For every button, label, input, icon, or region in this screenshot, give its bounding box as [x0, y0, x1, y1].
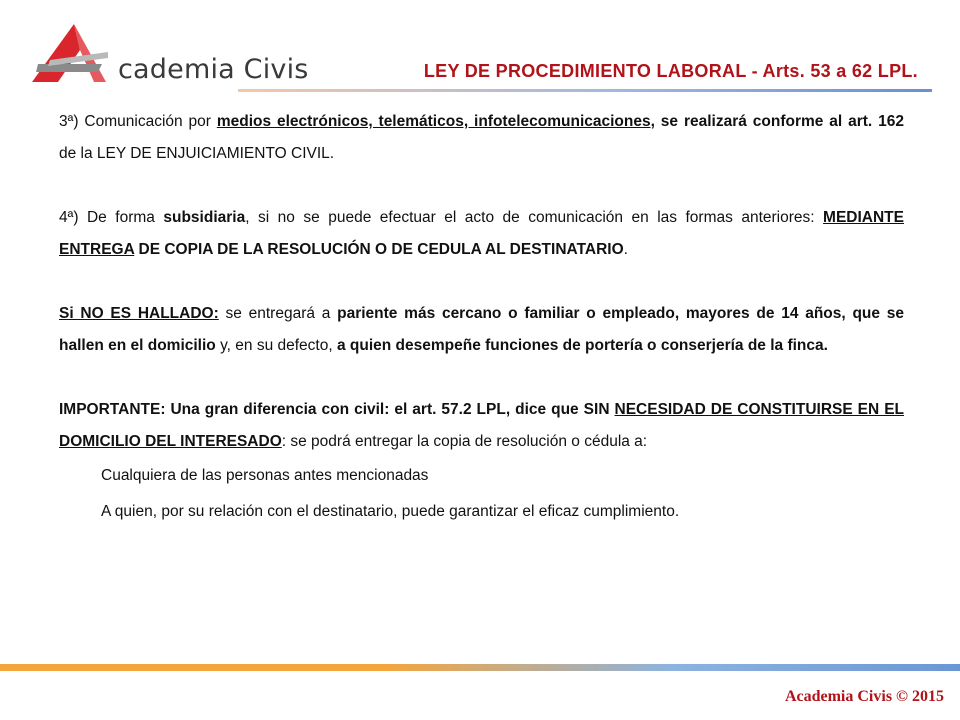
emphasis: NECESIDAD DE CONSTITUIRSE EN EL DOMICILIO DEL INTERESADO — [59, 401, 905, 450]
paragraph-not-found — [59, 298, 904, 362]
footer-bar — [0, 664, 960, 671]
emphasis: MEDIANTE ENTREGA — [59, 209, 904, 258]
emphasis: subsidiaria — [163, 209, 246, 226]
list-item: A quien, por su relación con el destinatario, puede garantizar el eficaz cumplimiento. — [101, 503, 680, 520]
emphasis: medios electrónicos, telemáticos, infotelecomunicaciones, — [216, 113, 655, 130]
text: , si no se puede efectuar el acto de comunicación en las formas anteriores: — [245, 209, 824, 226]
text: se entregará a — [218, 305, 338, 322]
list-item: Cualquiera de las personas antes mencionadas — [101, 467, 429, 484]
page-title: LEY DE PROCEDIMIENTO LABORAL - Arts. 53 a 62 LPL. — [423, 61, 918, 81]
footer-copyright: Academia Civis © 2015 — [784, 688, 944, 705]
emphasis: IMPORTANTE: Una gran diferencia con civil: el art. 57.2 LPL, dice que SIN — [59, 401, 615, 418]
slide-content — [59, 106, 904, 530]
emphasis: pariente más cercano o familiar o empleado, mayores de 14 años, que se hallen en el domicilio — [59, 305, 905, 354]
paragraph-subsidiary — [59, 202, 904, 266]
text: de la LEY DE ENJUICIAMIENTO CIVIL. — [59, 145, 335, 162]
academia-civis-logo — [28, 22, 309, 88]
emphasis: DE COPIA DE LA RESOLUCIÓN O DE CEDULA AL DESTINATARIO — [134, 241, 624, 258]
paragraph-important — [59, 394, 904, 458]
emphasis: conforme al art. 162 — [752, 113, 904, 130]
text: . — [623, 241, 628, 258]
emphasis: Si NO ES HALLADO: — [59, 305, 219, 322]
logo-text: cademia Civis — [118, 54, 309, 85]
text: 3ª) Comunicación por — [59, 113, 217, 130]
text: 4ª) De forma — [59, 209, 164, 226]
emphasis: a quien desempeñe funciones de portería o conserjería de la finca. — [336, 337, 828, 354]
text: se realizará — [654, 113, 753, 130]
title-divider — [238, 89, 932, 92]
paragraph-electronic-communication — [59, 106, 904, 170]
text: : se podrá entregar la copia de resolución o cédula a: — [281, 433, 648, 450]
text: y, en su defecto, — [215, 337, 337, 354]
